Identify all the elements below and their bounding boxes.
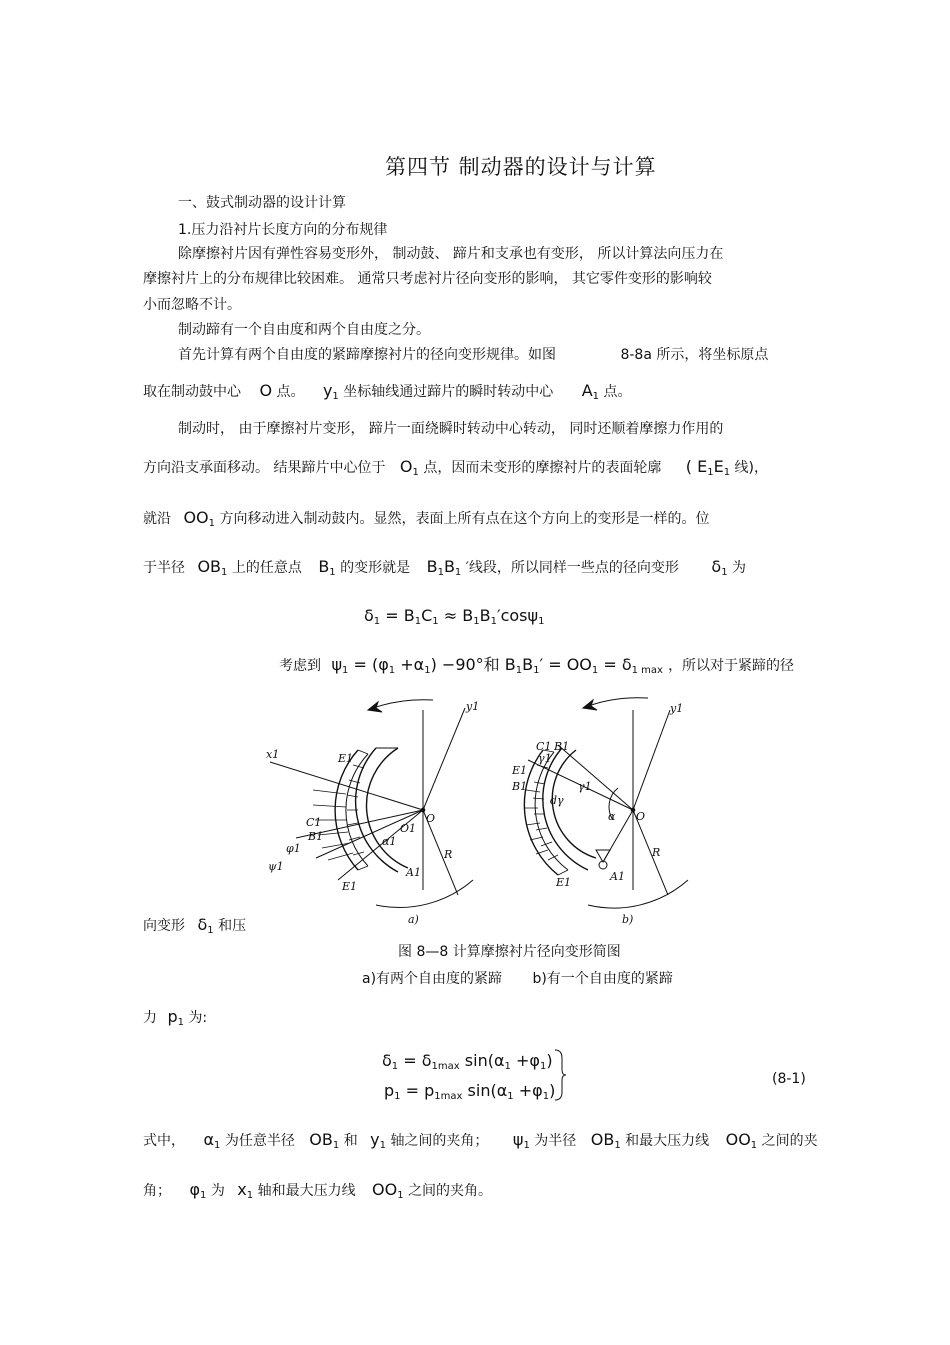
y1-axis-b bbox=[633, 710, 670, 810]
para4-line3 bbox=[143, 509, 709, 533]
label-O1: O1 bbox=[400, 822, 417, 835]
equation-psi: $\psi_1 = (\varphi_1 +\alpha_1) -90^\circ$和 $B_1B_1' = OO_1 = \delta_{1 max}$ bbox=[331, 655, 663, 676]
text: 式中， bbox=[143, 1133, 185, 1149]
symbol-OB1: $OB_1$ bbox=[590, 1130, 621, 1151]
text: 和压 bbox=[218, 918, 247, 934]
consider-line bbox=[279, 656, 794, 680]
equation-8-1-line2: $p_1 = p_{1max}$ $\sin(\alpha_1 +\varphi_1)$ bbox=[384, 1081, 556, 1102]
label-y1-b: y1 bbox=[670, 702, 684, 715]
text: 方向移动进入制动鼓内。显然，表面上所有点在这个方向上的变形是一样的。位 bbox=[219, 511, 710, 527]
text: 和最大压力线 bbox=[625, 1133, 710, 1149]
radius-b-c1 bbox=[558, 745, 633, 810]
symbol-y1: $y_1$ bbox=[370, 1130, 386, 1151]
text: 向变形 bbox=[143, 918, 185, 934]
symbol-OB1: $OB_1$ bbox=[197, 557, 228, 578]
subcaption-b: b)有一个自由度的紧蹄 bbox=[532, 971, 673, 987]
label-A1-b: A1 bbox=[610, 870, 625, 883]
text: 上的任意点 bbox=[231, 560, 302, 576]
symbol-B1B1: $B_1B_1$ bbox=[426, 557, 462, 578]
label-y1: y1 bbox=[466, 700, 480, 713]
symbol-p1: $p_1$ bbox=[167, 1007, 184, 1028]
text: 之间的夹角。 bbox=[408, 1183, 493, 1199]
symbol-OB1: $OB_1$ bbox=[309, 1130, 340, 1151]
label-alpha: α bbox=[608, 810, 616, 823]
lining-outer-b bbox=[524, 750, 558, 875]
symbol-delta1: $\delta_1$ bbox=[197, 915, 214, 936]
figure-a bbox=[270, 700, 473, 908]
label-a: a) bbox=[408, 913, 419, 926]
label-x1: x1 bbox=[266, 748, 280, 761]
text: 轴和最大压力线 bbox=[257, 1183, 356, 1199]
radial-line bbox=[143, 916, 246, 940]
figure-8-8 bbox=[258, 690, 738, 935]
text: 角； bbox=[143, 1183, 171, 1199]
text: 考虑到 bbox=[279, 658, 321, 674]
symbol-O1: $O_1$ bbox=[399, 457, 419, 478]
symbol-O: O bbox=[259, 381, 273, 400]
label-E1-b-top: E1 bbox=[512, 764, 528, 777]
symbol-alpha1: $\alpha_1$ bbox=[203, 1130, 221, 1151]
text: 线)， bbox=[734, 460, 768, 476]
label-O-b: O bbox=[636, 810, 646, 823]
text: 为 bbox=[210, 1183, 225, 1199]
subsection-heading: 一、鼓式制动器的设计计算 bbox=[178, 195, 346, 211]
label-B1-b2: B1 bbox=[512, 780, 528, 793]
symbol-delta1: $\delta_1$ bbox=[711, 557, 728, 578]
text: 点。 bbox=[276, 384, 305, 400]
symbol-B1: $B_1$ bbox=[318, 557, 336, 578]
label-R-b: R bbox=[652, 846, 661, 859]
para1-line1: 除摩擦衬片因有弹性容易变形外， 制动鼓、 蹄片和支承也有变形， 所以计算法向压力在 bbox=[178, 246, 724, 262]
figure-subcaption bbox=[362, 970, 673, 988]
label-B1: B1 bbox=[308, 830, 324, 843]
label-A1: A1 bbox=[406, 866, 421, 879]
label-O: O bbox=[426, 812, 436, 825]
equation-8-1-line1: $\delta_1 = \delta_{1max}$ $\sin(\alpha_1 +\varphi_1)$ bbox=[382, 1051, 553, 1072]
subcaption-a: a)有两个自由度的紧蹄 bbox=[362, 971, 503, 987]
para4-line2 bbox=[143, 458, 768, 482]
text: 为: bbox=[188, 1010, 208, 1026]
figure-b bbox=[524, 698, 688, 908]
arrow-head bbox=[583, 700, 597, 710]
shoe-outer bbox=[356, 748, 398, 872]
label-E1-b-bottom: E1 bbox=[556, 876, 572, 889]
lining-hatch-b bbox=[533, 750, 568, 875]
symbol-E1E1: ( $E_1E_1$ bbox=[685, 457, 731, 478]
text: 于半径 bbox=[143, 560, 185, 576]
symbol-OO1: $OO_1$ bbox=[183, 508, 216, 529]
symbol-OO1: $OO_1$ bbox=[725, 1130, 758, 1151]
para1-line3: 小而忽略不计。 bbox=[143, 297, 241, 313]
figure-a-labels bbox=[266, 700, 479, 926]
text: 坐标轴线通过蹄片的瞬时转动中心 bbox=[343, 384, 554, 400]
label-dgamma: dγ bbox=[550, 794, 564, 807]
symbol-OO1: $OO_1$ bbox=[372, 1180, 404, 1201]
text: ′线段，所以同样一些点的径向变形 bbox=[465, 560, 679, 576]
text: 轴之间的夹角； bbox=[390, 1133, 489, 1149]
pivot-support bbox=[596, 850, 610, 862]
label-C1-b: C1 bbox=[536, 740, 552, 753]
text: 和 bbox=[343, 1133, 358, 1149]
label-E1-top: E1 bbox=[338, 752, 354, 765]
para3-line1 bbox=[178, 346, 768, 364]
label-C1: C1 bbox=[306, 816, 322, 829]
symbol-phi1: $\varphi_1$ bbox=[189, 1180, 207, 1201]
para4-line1: 制动时， 由于摩擦衬片变形， 蹄片一面绕瞬时转动中心转动， 同时还顺着摩擦力作用的 bbox=[178, 421, 724, 437]
figure-caption: 图 8—8 计算摩擦衬片径向变形简图 bbox=[398, 944, 621, 960]
force-line bbox=[143, 1008, 207, 1032]
equation-number: (8-1) bbox=[772, 1071, 806, 1087]
para3-line2 bbox=[143, 382, 631, 406]
label-R: R bbox=[444, 848, 453, 861]
text: 取在制动鼓中心 bbox=[143, 384, 241, 400]
y1-axis bbox=[423, 708, 465, 810]
label-gamma1-b: γ1 bbox=[578, 780, 592, 793]
rotation-arrow-a bbox=[368, 700, 433, 710]
symbol-A1: $A_1$ bbox=[581, 381, 600, 402]
where-line1 bbox=[143, 1131, 818, 1155]
text: 点，因而未变形的摩擦衬片的表面轮廓 bbox=[423, 460, 662, 476]
symbol-psi1: $\psi_1$ bbox=[512, 1130, 530, 1151]
text: 为任意半径 bbox=[224, 1133, 295, 1149]
para1-line2: 摩擦衬片上的分布规律比较困难。 通常只考虑衬片径向变形的影响， 其它零件变形的影响较 bbox=[143, 271, 712, 287]
text: 为半径 bbox=[534, 1133, 577, 1149]
text: 力 bbox=[143, 1010, 157, 1026]
arrow-head bbox=[368, 702, 382, 712]
center-O bbox=[421, 808, 425, 812]
label-psi1: ψ1 bbox=[268, 860, 284, 873]
symbol-x1: $x_1$ bbox=[237, 1180, 254, 1201]
label-b: b) bbox=[622, 913, 634, 926]
drum-arc bbox=[376, 880, 473, 907]
label-E1-bottom: E1 bbox=[342, 880, 358, 893]
label-B1-b: B1 bbox=[554, 740, 570, 753]
text: 的变形就是 bbox=[340, 560, 411, 576]
where-line2 bbox=[143, 1181, 492, 1205]
para3-line1-text: 首先计算有两个自由度的紧蹄摩擦衬片的径向变形规律。如图 bbox=[178, 347, 556, 363]
equation-brace bbox=[553, 1048, 567, 1102]
text: 之间的夹 bbox=[761, 1133, 818, 1149]
para3-line1-ref: 8-8a 所示，将坐标原点 bbox=[620, 347, 769, 363]
para2: 制动蹄有一个自由度和两个自由度之分。 bbox=[178, 322, 430, 338]
text: 点。 bbox=[603, 384, 632, 400]
label-phi1: φ1 bbox=[286, 842, 301, 855]
para4-line4 bbox=[143, 558, 746, 582]
text: 方向沿支承面移动。 结果蹄片中心位于 bbox=[143, 460, 386, 476]
text: 就沿 bbox=[143, 511, 171, 527]
rotation-arrow-b bbox=[583, 698, 648, 708]
label-alpha1: α1 bbox=[382, 835, 397, 848]
text: 为 bbox=[732, 560, 747, 576]
text: ，所以对于紧蹄的径 bbox=[668, 658, 795, 674]
section-title: 第四节 制动器的设计与计算 bbox=[385, 155, 657, 179]
label-gamma1: γ1 bbox=[538, 752, 552, 765]
center-O-b bbox=[631, 808, 635, 812]
topic-heading: 1.压力沿衬片长度方向的分布规律 bbox=[178, 222, 388, 238]
drum-arc-b bbox=[588, 880, 688, 908]
symbol-y1: $y_1$ bbox=[322, 381, 339, 402]
equation-delta1: $\delta_1 = B_1C_1 \approx B_1B_1'\cos\psi_1$ bbox=[364, 606, 545, 627]
